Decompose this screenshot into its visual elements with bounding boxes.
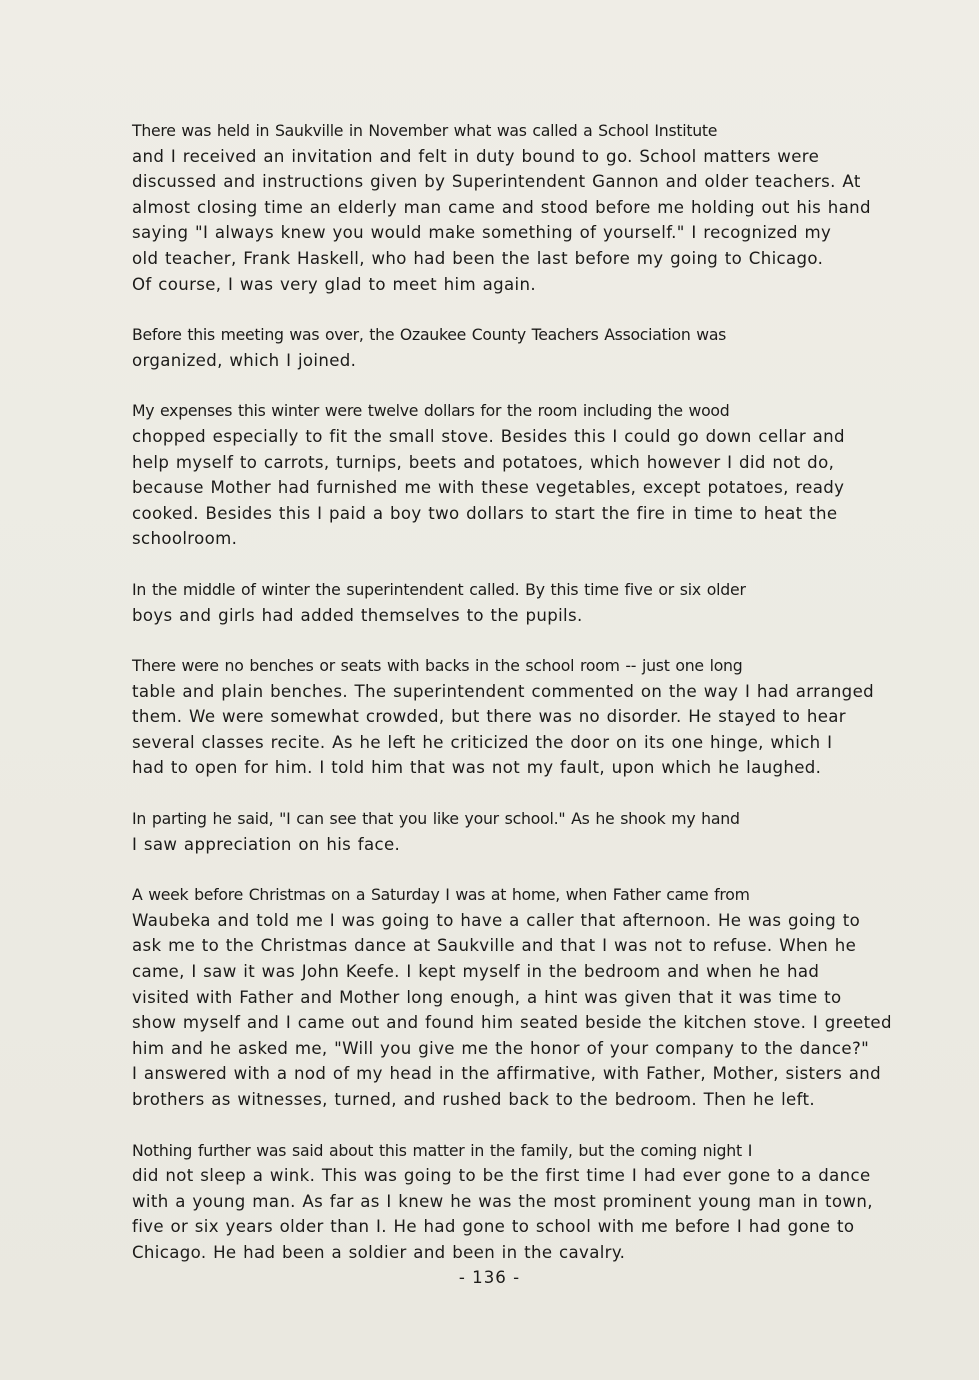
page-number: - 136 - (458, 1268, 521, 1287)
text-line: brothers as witnesses, turned, and rushed back to the bedroom. Then he left. (132, 1090, 815, 1109)
text-line: organized, which I joined. (132, 350, 357, 370)
text-line: show myself and I came out and found him seated beside the kitchen stove. I greeted (132, 1013, 892, 1033)
text-line: did not sleep a wink. This was going to be the first time I had ever gone to a dance (132, 1166, 871, 1186)
text-line: schoolroom. (132, 529, 238, 549)
text-line: chopped especially to fit the small stove. Besides this I could go down cellar and (132, 426, 845, 446)
paragraph-teachers-association (86, 322, 906, 373)
text-line: Before this meeting was over, the Ozaukee County Teachers Association was (132, 325, 727, 345)
body-text (86, 118, 906, 1291)
text-line: There were no benches or seats with backs in the school room -- just one long (132, 656, 743, 676)
text-line: ask me to the Christmas dance at Saukville and that I was not to refuse. When he (132, 936, 857, 956)
text-line: In the middle of winter the superintendent called. By this time five or six older (132, 579, 746, 599)
text-line: I answered with a nod of my head in the affirmative, with Father, Mother, sisters and (132, 1064, 881, 1084)
paragraph-superintendent-visit (86, 577, 906, 628)
text-line: In parting he said, "I can see that you like your school." As he shook my hand (132, 809, 740, 829)
text-line: several classes recite. As he left he criticized the door on its one hinge, which I (132, 732, 833, 752)
text-line: Nothing further was said about this matter in the family, but the coming night I (132, 1140, 753, 1160)
paragraph-christmas-caller (86, 882, 906, 1112)
text-line: There was held in Saukville in November what was called a School Institute (132, 121, 718, 140)
text-line: My expenses this winter were twelve dollars for the room including the wood (132, 401, 730, 421)
text-line: Of course, I was very glad to meet him again. (132, 274, 536, 294)
text-line: boys and girls had added themselves to the pupils. (132, 605, 583, 625)
text-line: Chicago. He had been a soldier and been in the cavalry. (132, 1242, 626, 1262)
text-line: old teacher, Frank Haskell, who had been the last before my going to Chicago. (132, 248, 824, 268)
paragraph-school-institute (86, 118, 906, 297)
text-line: almost closing time an elderly man came and stood before me holding out his hand (132, 197, 871, 217)
paragraph-sleepless-night (86, 1138, 906, 1266)
paragraph-school-room (86, 653, 906, 781)
text-line: and I received an invitation and felt in duty bound to go. School matters were (132, 146, 820, 166)
text-line: had to open for him. I told him that was not my fault, upon which he laughed. (132, 758, 822, 778)
text-line: I saw appreciation on his face. (132, 834, 401, 854)
text-line: with a young man. As far as I knew he was the most prominent young man in town, (132, 1191, 873, 1211)
text-line: discussed and instructions given by Superintendent Gannon and older teachers. At (132, 172, 861, 192)
text-line: five or six years older than I. He had gone to school with me before I had gone to (132, 1217, 855, 1237)
paragraph-parting (86, 806, 906, 857)
text-line: them. We were somewhat crowded, but there was no disorder. He stayed to hear (132, 707, 846, 727)
text-line: came, I saw it was John Keefe. I kept myself in the bedroom and when he had (132, 962, 820, 982)
text-line: help myself to carrots, turnips, beets and potatoes, which however I did not do, (132, 452, 835, 472)
paragraph-expenses (86, 398, 906, 552)
text-line: cooked. Besides this I paid a boy two dollars to start the fire in time to heat the (132, 503, 838, 523)
text-line: table and plain benches. The superintendent commented on the way I had arranged (132, 681, 875, 701)
text-line: him and he asked me, "Will you give me the honor of your company to the dance?" (132, 1038, 870, 1058)
text-line: A week before Christmas on a Saturday I was at home, when Father came from (132, 885, 750, 905)
text-line: saying "I always knew you would make something of yourself." I recognized my (132, 223, 832, 243)
text-line: Waubeka and told me I was going to have a caller that afternoon. He was going to (132, 910, 861, 930)
text-line: visited with Father and Mother long enough, a hint was given that it was time to (132, 987, 842, 1007)
text-line: because Mother had furnished me with these vegetables, except potatoes, ready (132, 478, 845, 498)
